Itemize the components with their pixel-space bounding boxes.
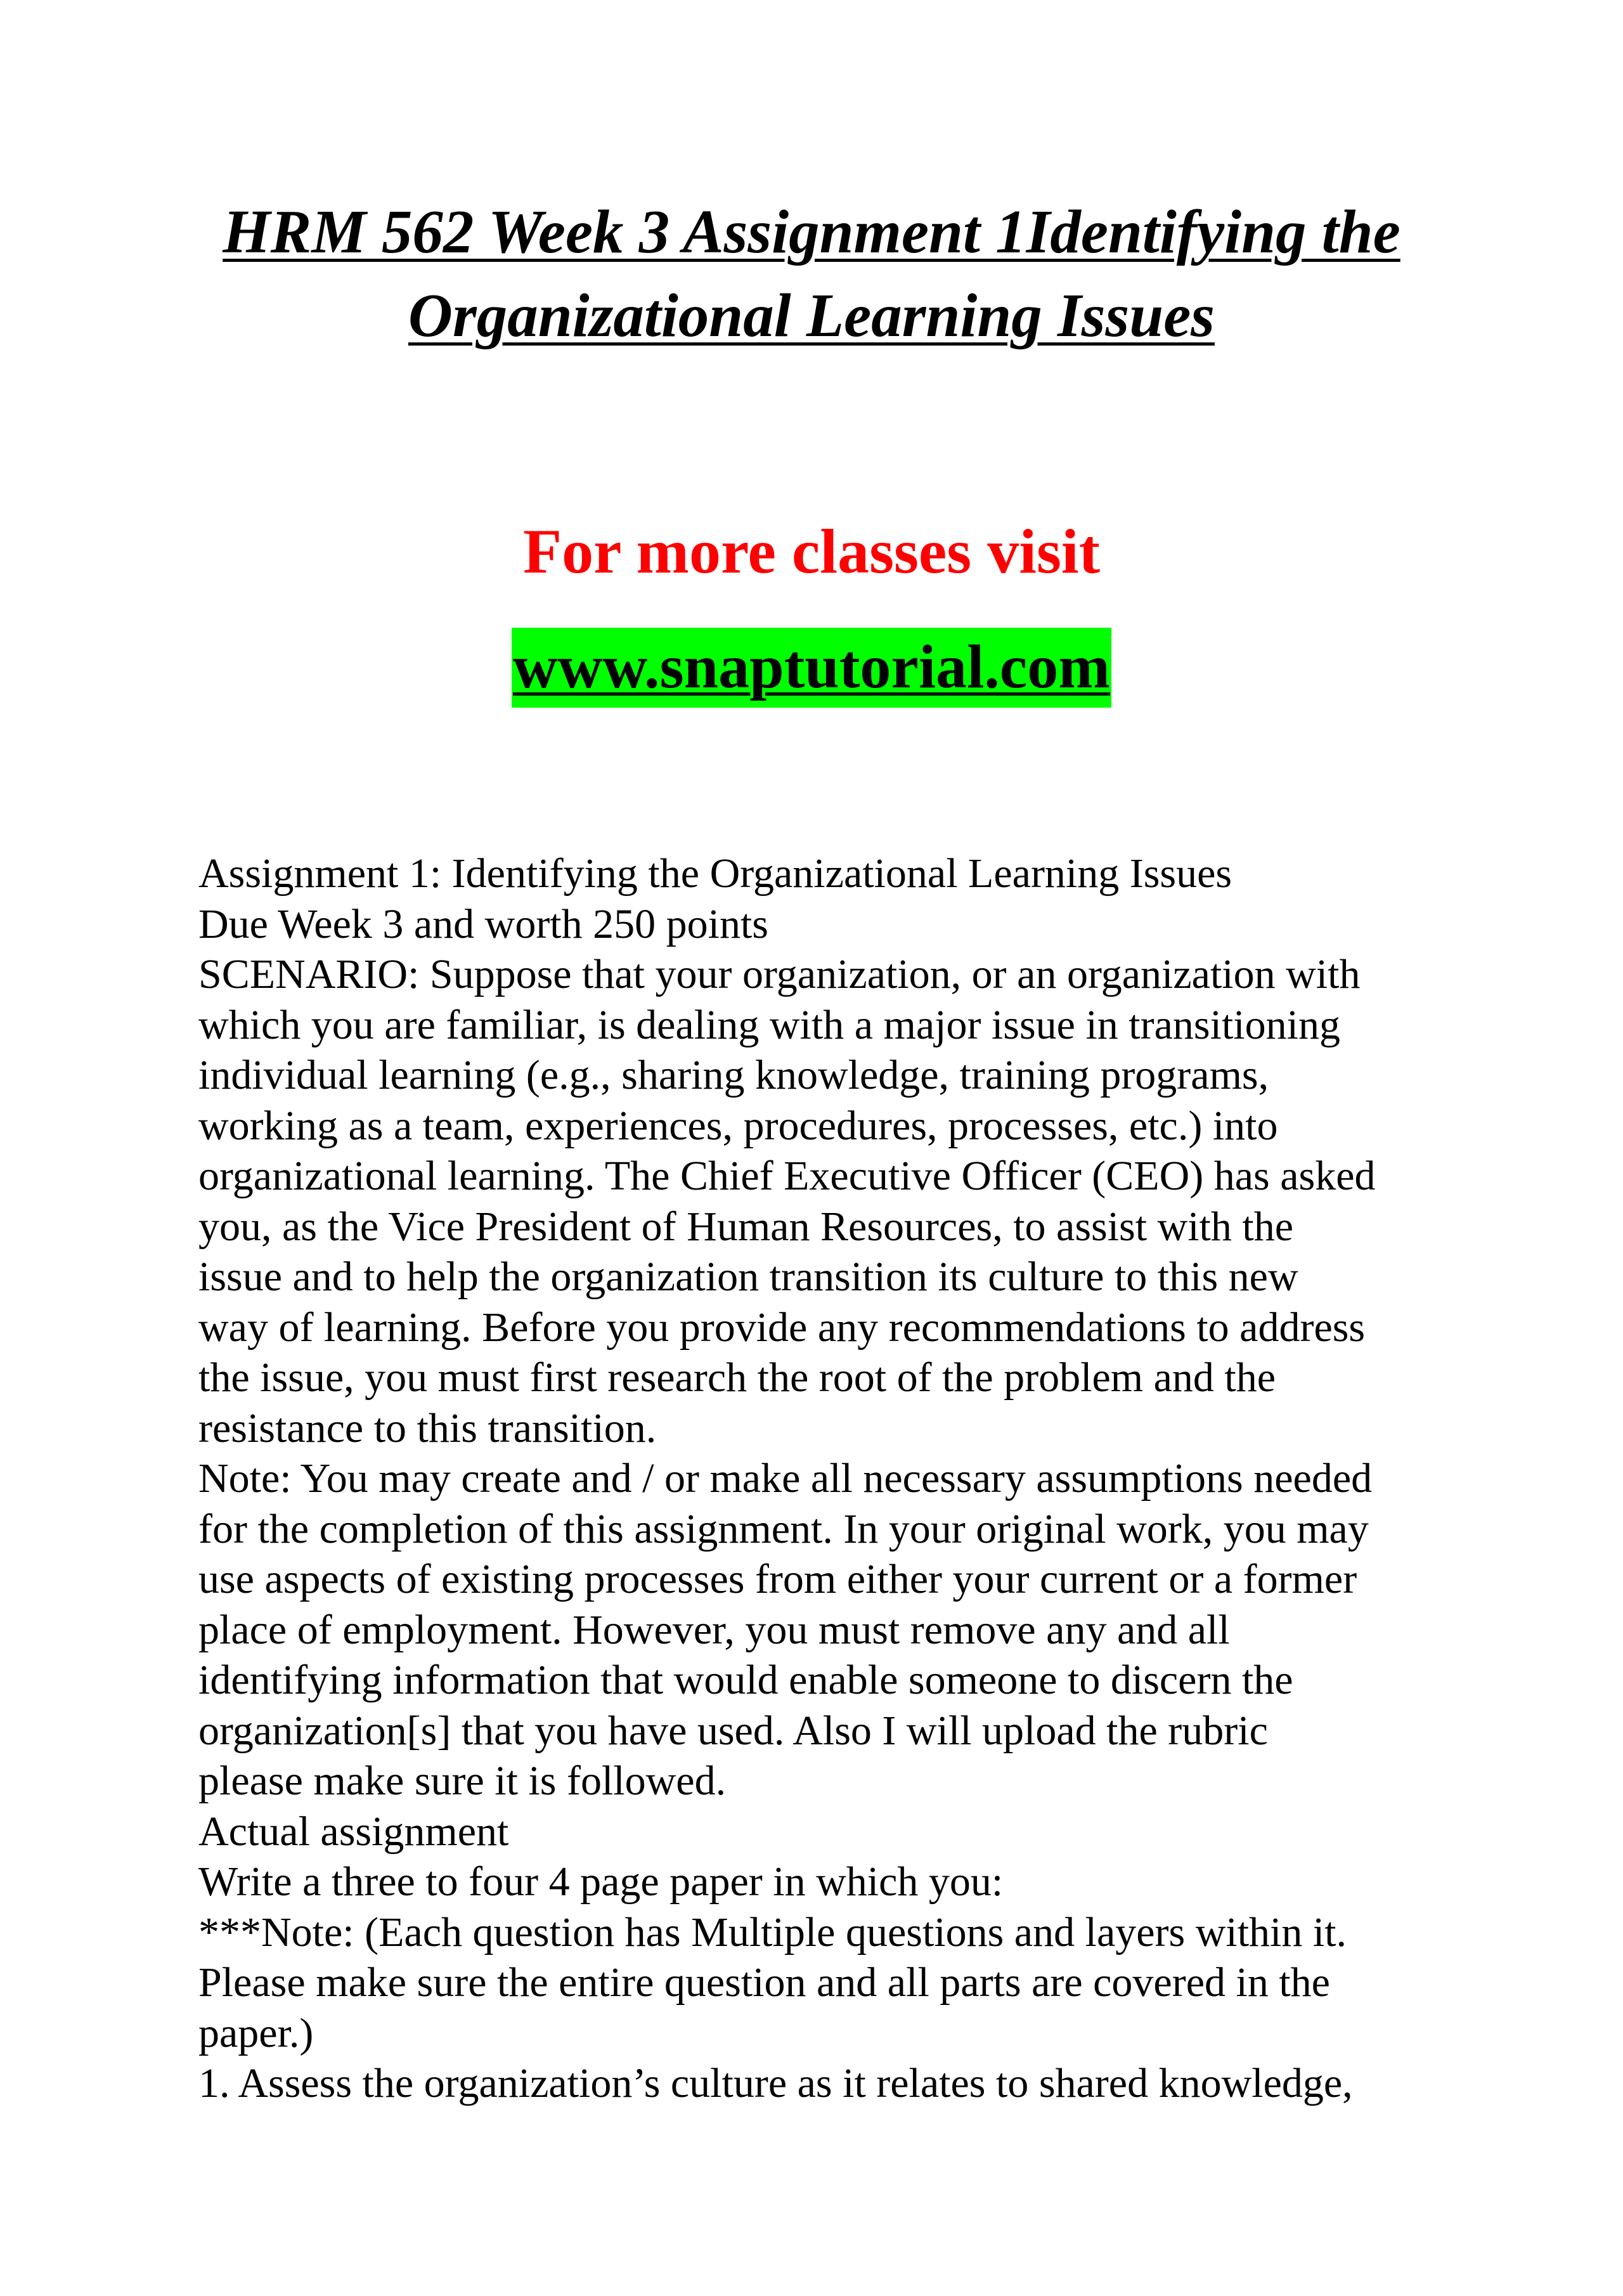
body-line-assignment-heading: Assignment 1: Identifying the Organizational Learning Issues	[198, 850, 1232, 897]
body-line: use aspects of existing processes from either your current or a former	[198, 1556, 1357, 1602]
document-title	[0, 190, 1623, 358]
body-line-scenario: SCENARIO: Suppose that your organization, or an organization with	[198, 951, 1361, 997]
body-line: paper.)	[198, 2009, 314, 2056]
body-line: issue and to help the organization transition its culture to this new	[198, 1254, 1298, 1300]
body-line: Write a three to four 4 page paper in which you:	[198, 1858, 1004, 1905]
body-line: for the completion of this assignment. In your original work, you may	[198, 1505, 1369, 1552]
promo-url-wrapper	[0, 628, 1623, 708]
body-line: which you are familiar, is dealing with a major issue in transitioning	[198, 1001, 1340, 1048]
body-line-question-1: 1. Assess the organization’s culture as it relates to shared knowledge,	[198, 2060, 1353, 2106]
title-line-1: HRM 562 Week 3 Assignment 1Identifying the	[223, 198, 1400, 266]
body-line: working as a team, experiences, procedures, processes, etc.) into	[198, 1102, 1278, 1149]
body-line: way of learning. Before you provide any recommendations to address	[198, 1304, 1366, 1351]
body-line-actual-assignment: Actual assignment	[198, 1808, 509, 1855]
body-line-question-note: ***Note: (Each question has Multiple questions and layers within it.	[198, 1909, 1347, 1955]
promo-url-link[interactable]: www.snaptutorial.com	[512, 628, 1111, 708]
body-line: organization[s] that you have used. Also I will upload the rubric	[198, 1707, 1268, 1754]
body-line: identifying information that would enable someone to discern the	[198, 1657, 1293, 1703]
body-line: the issue, you must first research the root of the problem and the	[198, 1354, 1276, 1401]
promo-text: For more classes visit	[522, 516, 1100, 587]
title-line-2: Organizational Learning Issues	[408, 282, 1215, 349]
body-line-note: Note: You may create and / or make all necessary assumptions needed	[198, 1455, 1373, 1501]
body-line: please make sure it is followed.	[198, 1758, 727, 1804]
body-line: organizational learning. The Chief Executive Officer (CEO) has asked	[198, 1153, 1376, 1199]
body-line: resistance to this transition.	[198, 1404, 657, 1451]
body-line: Please make sure the entire question and all parts are covered in the	[198, 1959, 1330, 2006]
assignment-body	[198, 848, 1466, 2109]
body-line: you, as the Vice President of Human Resources, to assist with the	[198, 1203, 1294, 1250]
body-line: place of employment. However, you must remove any and all	[198, 1606, 1230, 1653]
body-line: individual learning (e.g., sharing knowledge, training programs,	[198, 1052, 1269, 1098]
body-line-due-date: Due Week 3 and worth 250 points	[198, 900, 768, 947]
